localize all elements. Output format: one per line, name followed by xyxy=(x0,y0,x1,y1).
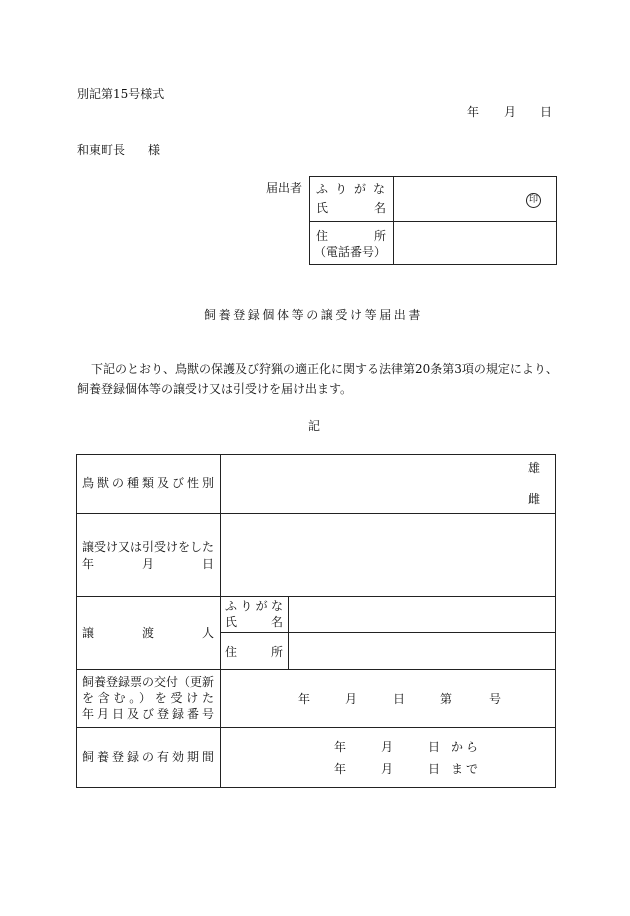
addressee: 和東町長 xyxy=(77,143,126,157)
registration-label-1: 飼養登録票の交付（更新 xyxy=(82,675,215,689)
transferor-label: 譲渡人 xyxy=(82,626,214,640)
from-year: 年 xyxy=(334,740,347,754)
female-label: 雌 xyxy=(528,492,541,506)
body-line-1: 下記のとおり、鳥獣の保護及び狩猟の適正化に関する法律第20条第3項の規定により、 xyxy=(91,362,558,376)
transferor-furigana-label: ふりがな xyxy=(225,599,283,613)
to-month: 月 xyxy=(381,762,394,776)
reg-month: 月 xyxy=(345,692,358,706)
applicant-name-label: 氏名 xyxy=(316,201,386,215)
ki-label: 記 xyxy=(308,419,321,433)
date-year: 年 xyxy=(467,105,480,119)
document-title: 飼養登録個体等の譲受け等届出書 xyxy=(204,308,424,322)
from-month: 月 xyxy=(381,740,394,754)
registration-label-3: 年月日及び登録番号 xyxy=(82,707,214,721)
form-number: 別記第15号様式 xyxy=(77,87,165,101)
transfer-date-label-1: 譲受け又は引受けをした xyxy=(82,540,215,554)
transferor-address-label: 住所 xyxy=(225,645,283,659)
seal-icon: 印 xyxy=(526,193,541,208)
from-day: 日 xyxy=(428,740,441,754)
reg-dai: 第 xyxy=(440,692,453,706)
reg-year: 年 xyxy=(298,692,311,706)
to-day: 日 xyxy=(428,762,441,776)
applicant-furigana-text: ふりがな xyxy=(316,182,393,196)
validity-label: 飼養登録の有効期間 xyxy=(82,750,214,764)
body-line-2: 飼養登録個体等の譲受け又は引受けを届け出ます。 xyxy=(77,382,353,396)
applicant-furigana-label xyxy=(316,182,393,196)
to-year: 年 xyxy=(334,762,347,776)
applicant-label: 届出者 xyxy=(266,181,303,195)
reg-go: 号 xyxy=(489,692,502,706)
male-label: 雄 xyxy=(528,461,541,475)
applicant-address-label: 住所 xyxy=(316,229,386,243)
honorific: 様 xyxy=(148,143,161,157)
from-kara: から xyxy=(451,740,482,754)
species-label: 鳥獣の種類及び性別 xyxy=(82,476,214,490)
registration-label-2: を含む。）を受けた xyxy=(82,691,214,705)
transfer-date-label-2: 年月日 xyxy=(82,557,214,571)
reg-day: 日 xyxy=(393,692,406,706)
date-day: 日 xyxy=(540,105,553,119)
applicant-phone-label: （電話番号） xyxy=(314,245,387,259)
transferor-name-label: 氏名 xyxy=(225,615,283,629)
to-made: まで xyxy=(451,762,482,776)
date-month: 月 xyxy=(504,105,517,119)
